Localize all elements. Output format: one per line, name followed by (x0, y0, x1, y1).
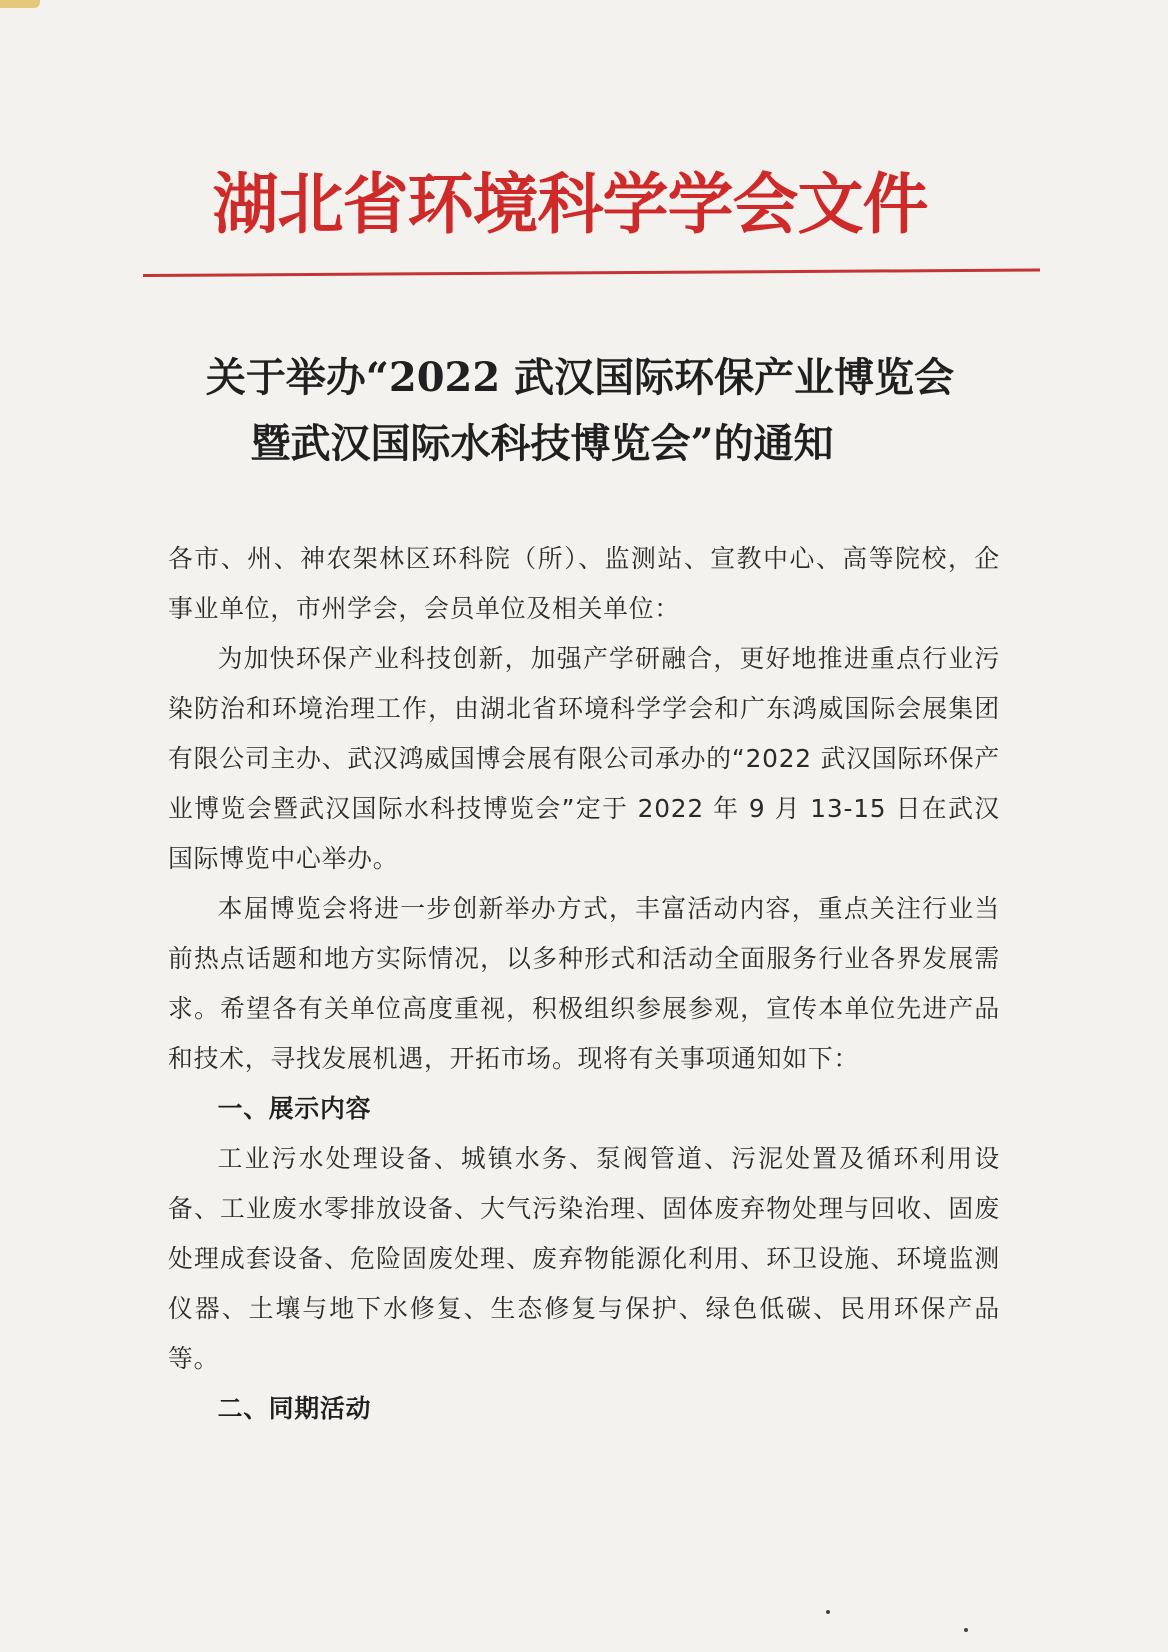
section-heading-concurrent-events: 二、同期活动 (217, 1394, 372, 1423)
paragraph-expectations: 本届博览会将进一步创新举办方式，丰富活动内容，重点关注行业当前热点话题和地方实际情况，以多种形式和活动全面服务行业各界发展需求。希望各有关单位高度重视，积极组织参展参观，宣传本单位先进产品和技术，寻找发展机遇，开拓市场。现将有关事项通知如下： (168, 894, 1000, 1073)
notice-body (168, 534, 1000, 1434)
salutation: 各市、州、神农架林区环科院（所）、监测站、宣教中心、高等院校，企事业单位，市州学会，会员单位及相关单位： (168, 544, 1000, 623)
paragraph-purpose: 为加快环保产业科技创新，加强产学研融合，更好地推进重点行业污染防治和环境治理工作，由湖北省环境科学学会和广东鸿威国际会展集团有限公司主办、武汉鸿威国博会展有限公司承办的“2022 武汉国际环保产业博览会暨武汉国际水科技博览会”定于 2022 年 9 月 13-15 日在武汉国际博览中心举办。 (168, 644, 1000, 873)
section-text-exhibits: 工业污水处理设备、城镇水务、泵阀管道、污泥处置及循环利用设备、工业废水零排放设备、大气污染治理、固体废弃物处理与回收、固废处理成套设备、危险固废处理、废弃物能源化利用、环卫设施、环境监测仪器、土壤与地下水修复、生态修复与保护、绿色低碳、民用环保产品等。 (168, 1144, 1000, 1373)
section-heading-exhibits: 一、展示内容 (217, 1094, 372, 1123)
scan-speck (826, 1610, 830, 1614)
paper-corner-mark (0, 0, 40, 8)
document-header-org-title: 湖北省环境科学学会文件 (212, 166, 928, 243)
notice-title-line-1: 关于举办“2022 武汉国际环保产业博览会 (205, 354, 955, 401)
notice-title-line-2: 暨武汉国际水科技博览会”的通知 (250, 420, 834, 467)
header-red-rule (143, 269, 1040, 277)
scan-speck (964, 1628, 968, 1632)
